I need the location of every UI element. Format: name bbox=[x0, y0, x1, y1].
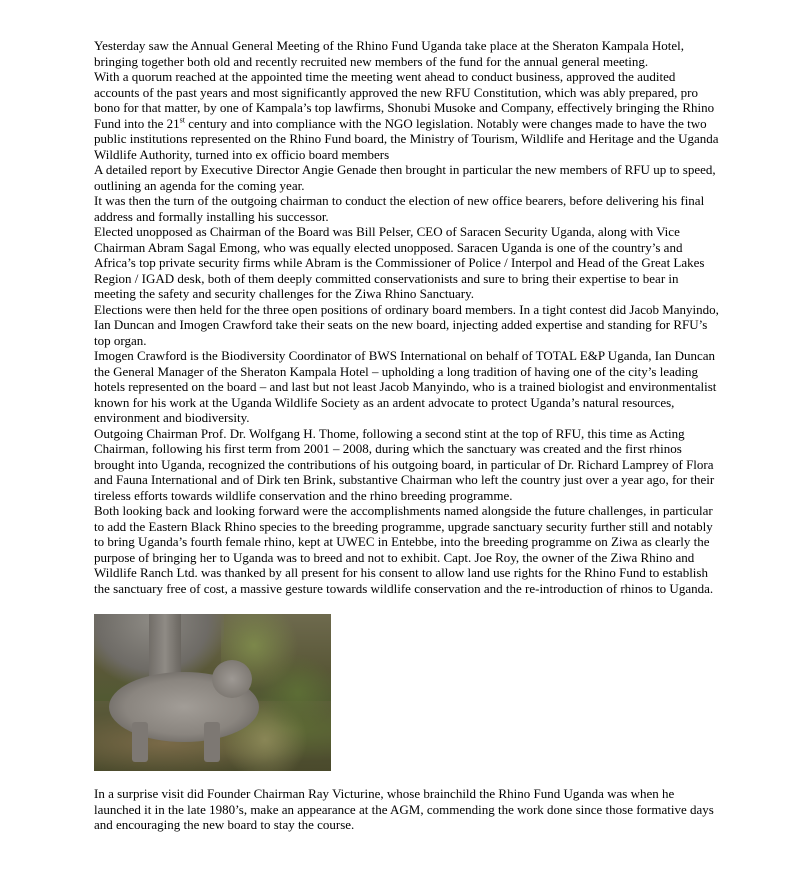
paragraph: Elections were then held for the three open positions of ordinary board members. In a tight contest did Jacob Manyindo, Ian Duncan and Imogen Crawford take their seats on the new board, injecting added expertise and standing for RFU’s top organ. bbox=[94, 301, 719, 348]
paragraph bbox=[94, 69, 722, 162]
rhino-calf-leg bbox=[204, 722, 220, 762]
paragraph: It was then the turn of the outgoing chairman to conduct the election of new office bearers, before delivering his final address and formally installing his successor. bbox=[94, 193, 705, 224]
rhino-calf-leg bbox=[132, 722, 148, 762]
paragraph: Outgoing Chairman Prof. Dr. Wolfgang H. Thome, following a second stint at the top of RFU, this time as Acting Chairman, following his first term from 2001 – 2008, during which the sanctuary was created and the first rhinos brought into Uganda, recognized the contributions of his outgoing board, in particular of Dr. Richard Lamprey of Flora and Fauna International and of Dirk ten Brink, substantive Chairman who left the country just over a year ago, for their tireless efforts towards wildlife conservation and the rhino breeding programme. bbox=[94, 425, 715, 503]
paragraph: A detailed report by Executive Director Angie Genade then brought in particular the new members of RFU up to speed, outlining an agenda for the coming year. bbox=[94, 162, 716, 193]
rhino-calf-head bbox=[212, 660, 252, 698]
paragraph: Yesterday saw the Annual General Meeting of the Rhino Fund Uganda take place at the Sheraton Kampala Hotel, bringing together both old and recently recruited new members of the fund for the annual general meeting. bbox=[94, 38, 685, 69]
rhino-photo bbox=[94, 614, 331, 771]
paragraph: Elected unopposed as Chairman of the Board was Bill Pelser, CEO of Saracen Security Uganda, along with Vice Chairman Abram Sagal Emong, who was equally elected unopposed. Saracen Uganda is one of the country’s and Africa’s top private security firms while Abram is the Commissioner of Police / Interpol and Head of the Great Lakes Region / IGAD desk, both of them deeply committed conservationists and sure to bring their expertise to bear in meeting the safety and security challenges for the Ziwa Rhino Sanctuary. bbox=[94, 224, 705, 301]
paragraph: Both looking back and looking forward were the accomplishments named alongside the future challenges, in particular to add the Eastern Black Rhino species to the breeding programme, upgrade sanctuary security further still and notably to bring Uganda’s fourth female rhino, kept at UWEC in Entebbe, into the breeding programme on Ziwa as clearly the purpose of bringing her to Uganda was to breed and not to exhibit. Capt. Joe Roy, the owner of the Ziwa Rhino and Wildlife Ranch Ltd. was thanked by all present for his consent to allow land use rights for the Rhino Fund to establish the sanctuary free of cost, a massive gesture towards wildlife conservation and the re-introduction of rhinos to Uganda. bbox=[94, 503, 714, 596]
article bbox=[94, 38, 722, 833]
paragraph-text: century and into compliance with the NGO legislation. Notably were changes made to have the two public institutions represented on the Rhino Fund board, the Ministry of Tourism, Wildlife and Heritage and the Uganda Wildlife Authority, turned into ex officio board members bbox=[94, 115, 719, 162]
photo-caption: In a surprise visit did Founder Chairman Ray Victurine, whose brainchild the Rhino Fund Uganda was when he launched it in the late 1980’s, make an appearance at the AGM, commending the work done since those formative days and encouraging the new board to stay the course. bbox=[94, 786, 714, 832]
ordinal-suffix: st bbox=[179, 115, 185, 125]
paragraph-text: With a quorum reached at the appointed time the meeting went ahead to conduct business, approved the audited accounts of the past years and most significantly approved the new RFU Constitution, which was ably prepared, pro bono for that matter, by one of Kampala’s top lawfirms, Shonubi Musoke and Company, effectively bringing the Rhino Fund into the 21 bbox=[94, 69, 715, 131]
paragraph: Imogen Crawford is the Biodiversity Coordinator of BWS International on behalf of TOTAL E&P Uganda, Ian Duncan the General Manager of the Sheraton Kampala Hotel – upholding a long tradition of having one of the city’s leading hotels represented on the board – and last but not least Jacob Manyindo, who is a trained biologist and environmentalist known for his work at the Uganda Wildlife Society as an ardent advocate to protect Uganda’s natural resources, environment and biodiversity. bbox=[94, 348, 717, 425]
